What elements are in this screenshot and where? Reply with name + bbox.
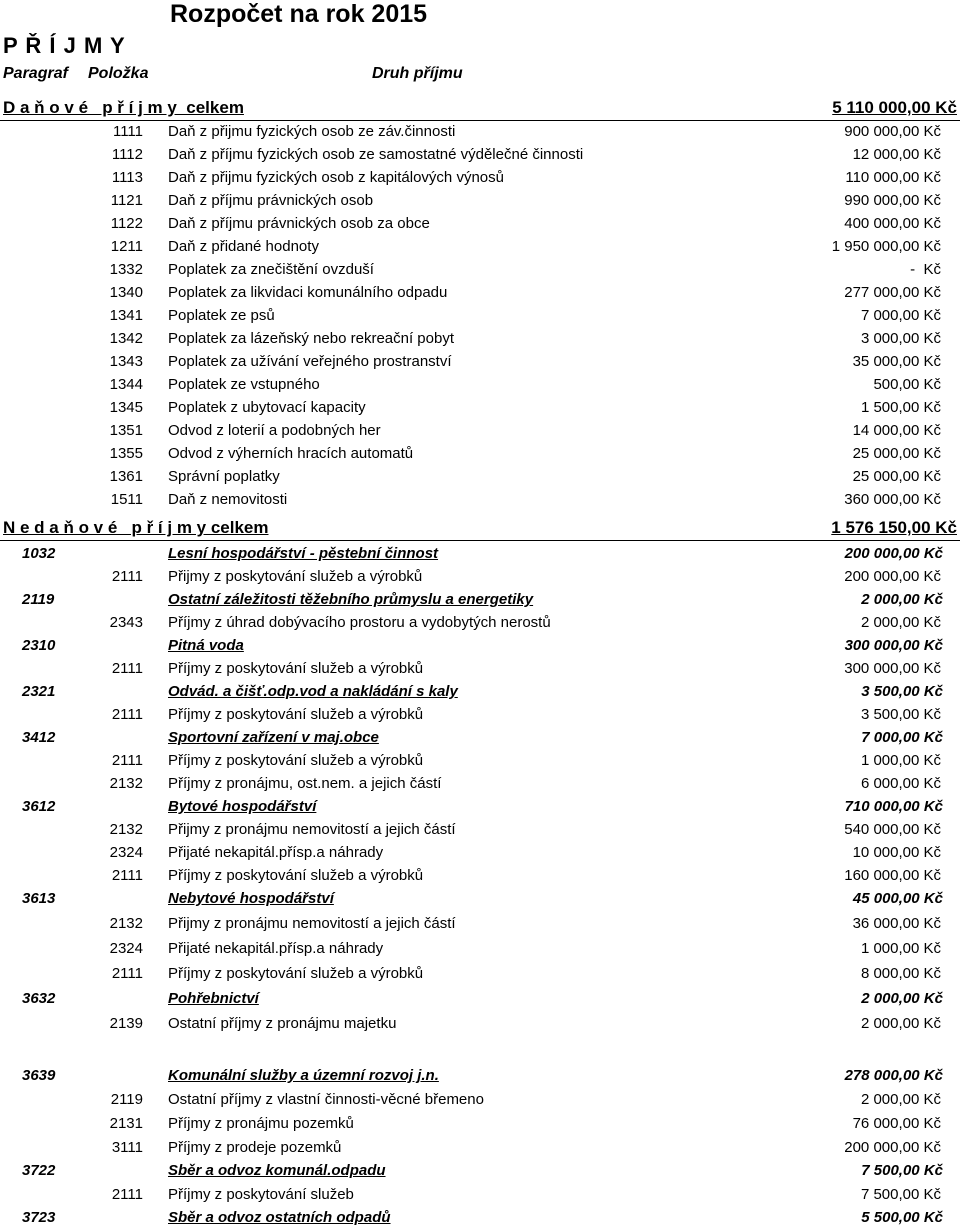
polozka-code: 1511 [110, 491, 143, 508]
polozka-code: 1361 [109, 468, 143, 485]
header-polozka: Položka [88, 65, 149, 82]
table-row [0, 488, 960, 511]
table-row [0, 841, 960, 864]
table-row [0, 235, 960, 258]
amount: 25 000,00 Kč [852, 445, 941, 462]
table-row [0, 212, 960, 235]
amount: 2 000,00 Kč [860, 1015, 941, 1032]
polozka-code: 1112 [111, 146, 143, 163]
paragraf-code: 3412 [22, 729, 56, 746]
paragraf-code: 1032 [22, 545, 56, 562]
polozka-code: 1122 [110, 215, 143, 232]
table-row [0, 143, 960, 166]
item-name: Přijmy z pronájmu nemovitostí a jejich částí [168, 821, 456, 838]
item-name: Přijaté nekapitál.přísp.a náhrady [168, 844, 384, 861]
header-druh-prijmu: Druh příjmu [372, 65, 463, 82]
polozka-code: 1344 [109, 376, 143, 393]
item-name: Poplatek za lázeňský nebo rekreační pobyt [168, 330, 455, 347]
polozka-code: 1341 [109, 307, 143, 324]
table-row [0, 350, 960, 373]
polozka-code: 3111 [111, 1139, 143, 1156]
amount: 278 000,00 Kč [844, 1067, 943, 1084]
table-row [0, 442, 960, 465]
table-row [0, 937, 960, 960]
polozka-code: 2132 [109, 821, 143, 838]
section-total-row [0, 516, 960, 541]
polozka-code: 2111 [111, 965, 143, 982]
paragraf-code: 3639 [22, 1067, 56, 1084]
item-name: Pitná voda [168, 637, 244, 654]
amount: 990 000,00 Kč [844, 192, 941, 209]
amount: 25 000,00 Kč [852, 468, 941, 485]
polozka-code: 1121 [110, 192, 143, 209]
polozka-code: 2139 [109, 1015, 143, 1032]
table-row [0, 373, 960, 396]
paragraf-code: 3613 [22, 890, 56, 907]
amount: 3 000,00 Kč [860, 330, 941, 347]
table-row [0, 611, 960, 634]
table-row [0, 281, 960, 304]
table-row [0, 565, 960, 588]
table-row [0, 1112, 960, 1135]
polozka-code: 2111 [111, 867, 143, 884]
amount: 400 000,00 Kč [844, 215, 941, 232]
amount: 1 000,00 Kč [860, 940, 941, 957]
amount: 5 500,00 Kč [861, 1209, 943, 1226]
item-name: Odvod z výherních hracích automatů [168, 445, 414, 462]
amount: 7 500,00 Kč [861, 1162, 943, 1179]
amount: 3 500,00 Kč [861, 683, 943, 700]
item-name: Poplatek za likvidaci komunálního odpadu [168, 284, 448, 301]
polozka-code: 2111 [111, 752, 143, 769]
table-row [0, 657, 960, 680]
item-name: Poplatek za užívání veřejného prostranství [168, 353, 452, 370]
amount: 500,00 Kč [873, 376, 941, 393]
amount: 12 000,00 Kč [852, 146, 941, 163]
table-row [0, 189, 960, 212]
item-name: Přijmy z pronájmu nemovitostí a jejich částí [168, 915, 456, 932]
polozka-code: 1111 [112, 123, 143, 140]
paragraf-group-row [0, 987, 960, 1010]
polozka-code: 2343 [109, 614, 143, 631]
section-label: N e d a ň o v é p ř í j m y celkem [3, 518, 269, 537]
table-row [0, 465, 960, 488]
amount: 160 000,00 Kč [844, 867, 941, 884]
item-name: Odvod z loterií a podobných her [168, 422, 381, 439]
polozka-code: 1343 [109, 353, 143, 370]
amount: 900 000,00 Kč [844, 123, 941, 140]
item-name: Poplatek ze psů [168, 307, 275, 324]
paragraf-code: 3612 [22, 798, 56, 815]
item-name: Příjmy z pronájmu, ost.nem. a jejich částí [168, 775, 442, 792]
table-row [0, 749, 960, 772]
item-name: Příjmy z poskytování služeb a výrobků [168, 867, 424, 884]
amount: 3 500,00 Kč [860, 706, 941, 723]
table-row [0, 912, 960, 935]
polozka-code: 2119 [110, 1091, 143, 1108]
table-row [0, 1183, 960, 1206]
polozka-code: 1332 [109, 261, 143, 278]
amount: 1 000,00 Kč [860, 752, 941, 769]
polozka-code: 1211 [110, 238, 143, 255]
table-row [0, 962, 960, 985]
paragraf-group-row [0, 887, 960, 910]
amount: 7 000,00 Kč [861, 729, 943, 746]
item-name: Příjmy z poskytování služeb a výrobků [168, 752, 424, 769]
amount: 277 000,00 Kč [844, 284, 941, 301]
item-name: Daň z příjmu právnických osob za obce [168, 215, 430, 232]
amount: 10 000,00 Kč [852, 844, 941, 861]
item-name: Ostatní záležitosti těžebního průmyslu a energetiky [168, 591, 534, 608]
polozka-code: 2132 [109, 775, 143, 792]
amount: 300 000,00 Kč [844, 660, 941, 677]
amount: 2 000,00 Kč [861, 990, 943, 1007]
polozka-code: 1342 [109, 330, 143, 347]
table-row [0, 120, 960, 143]
table-row [0, 304, 960, 327]
polozka-code: 1355 [109, 445, 143, 462]
item-name: Daň z přidané hodnoty [168, 238, 319, 255]
table-row [0, 1136, 960, 1159]
polozka-code: 2131 [109, 1115, 143, 1132]
section-title-prijmy: P Ř Í J M Y [3, 33, 126, 58]
paragraf-group-row [0, 542, 960, 565]
paragraf-group-row [0, 634, 960, 657]
item-name: Ostatní příjmy z vlastní činnosti-věcné břemeno [168, 1091, 484, 1108]
amount: 7 500,00 Kč [860, 1186, 941, 1203]
item-name: Příjmy z poskytování služeb a výrobků [168, 706, 424, 723]
amount: 14 000,00 Kč [852, 422, 941, 439]
table-row [0, 1088, 960, 1111]
paragraf-group-row [0, 1064, 960, 1087]
polozka-code: 1345 [109, 399, 143, 416]
table-row [0, 419, 960, 442]
polozka-code: 2132 [109, 915, 143, 932]
item-name: Přijmy z poskytování služeb a výrobků [168, 568, 423, 585]
amount: 1 500,00 Kč [860, 399, 941, 416]
amount: 200 000,00 Kč [844, 545, 943, 562]
item-name: Daň z přijmu fyzických osob z kapitálových výnosů [168, 169, 504, 186]
amount: 5 110 000,00 Kč [832, 98, 957, 117]
amount: 300 000,00 Kč [844, 637, 943, 654]
item-name: Poplatek ze vstupného [168, 376, 320, 393]
item-name: Příjmy z úhrad dobývacího prostoru a vydobytých nerostů [168, 614, 551, 631]
amount: 6 000,00 Kč [860, 775, 941, 792]
amount: 36 000,00 Kč [852, 915, 941, 932]
amount: 200 000,00 Kč [844, 1139, 941, 1156]
item-name: Poplatek z ubytovací kapacity [168, 399, 366, 416]
header-paragraf: Paragraf [3, 65, 68, 82]
table-row [0, 818, 960, 841]
polozka-code: 2111 [111, 1186, 143, 1203]
amount: 540 000,00 Kč [844, 821, 941, 838]
paragraf-group-row [0, 1206, 960, 1229]
amount: 1 950 000,00 Kč [831, 238, 941, 255]
item-name: Příjmy z poskytování služeb a výrobků [168, 660, 424, 677]
item-name: Bytové hospodářství [168, 798, 317, 815]
amount: 1 576 150,00 Kč [831, 518, 957, 537]
item-name: Daň z nemovitosti [168, 491, 288, 508]
item-name: Přijaté nekapitál.přísp.a náhrady [168, 940, 384, 957]
item-name: Ostatní příjmy z pronájmu majetku [168, 1015, 397, 1032]
item-name: Sběr a odvoz komunál.odpadu [168, 1162, 386, 1179]
item-name: Příjmy z poskytování služeb [168, 1186, 354, 1203]
item-name: Příjmy z prodeje pozemků [168, 1139, 342, 1156]
amount: 110 000,00 Kč [845, 169, 941, 186]
paragraf-group-row [0, 726, 960, 749]
amount: 45 000,00 Kč [852, 890, 943, 907]
section-total-row [0, 96, 960, 121]
table-row [0, 772, 960, 795]
item-name: Daň z přijmu fyzických osob ze záv.činnosti [168, 123, 456, 140]
item-name: Sběr a odvoz ostatních odpadů [168, 1209, 391, 1226]
polozka-code: 2324 [109, 844, 143, 861]
polozka-code: 1340 [109, 284, 143, 301]
table-row [0, 1012, 960, 1035]
item-name: Správní poplatky [168, 468, 280, 485]
paragraf-code: 2119 [22, 591, 55, 608]
amount: 76 000,00 Kč [852, 1115, 941, 1132]
amount: 8 000,00 Kč [860, 965, 941, 982]
item-name: Poplatek za znečištění ovzduší [168, 261, 374, 278]
table-row [0, 396, 960, 419]
table-row [0, 258, 960, 281]
table-row [0, 166, 960, 189]
page-title: Rozpočet na rok 2015 [170, 0, 428, 28]
paragraf-code: 3723 [22, 1209, 56, 1226]
section-label: D a ň o v é p ř í j m y celkem [3, 98, 244, 117]
amount: 360 000,00 Kč [844, 491, 941, 508]
item-name: Sportovní zařízení v maj.obce [168, 729, 379, 746]
item-name: Nebytové hospodářství [168, 890, 334, 907]
polozka-code: 2111 [111, 568, 143, 585]
paragraf-code: 2321 [22, 683, 56, 700]
paragraf-group-row [0, 795, 960, 818]
amount: 2 000,00 Kč [860, 1091, 941, 1108]
amount: - Kč [910, 261, 941, 278]
amount: 710 000,00 Kč [844, 798, 943, 815]
polozka-code: 1351 [109, 422, 143, 439]
amount: 2 000,00 Kč [860, 614, 941, 631]
amount: 7 000,00 Kč [860, 307, 941, 324]
paragraf-group-row [0, 1159, 960, 1182]
table-row [0, 864, 960, 887]
paragraf-group-row [0, 680, 960, 703]
polozka-code: 1113 [111, 169, 143, 186]
polozka-code: 2111 [111, 706, 143, 723]
item-name: Příjmy z poskytování služeb a výrobků [168, 965, 424, 982]
item-name: Pohřebnictví [168, 990, 259, 1007]
paragraf-code: 3632 [22, 990, 56, 1007]
polozka-code: 2324 [109, 940, 143, 957]
paragraf-code: 2310 [22, 637, 56, 654]
paragraf-code: 3722 [22, 1162, 56, 1179]
item-name: Daň z příjmu fyzických osob ze samostatné výdělečné činnosti [168, 146, 584, 163]
paragraf-group-row [0, 588, 960, 611]
polozka-code: 2111 [111, 660, 143, 677]
table-row [0, 327, 960, 350]
item-name: Odvád. a čišť.odp.vod a nakládání s kaly [168, 683, 458, 700]
item-name: Daň z příjmu právnických osob [168, 192, 374, 209]
amount: 35 000,00 Kč [852, 353, 941, 370]
item-name: Příjmy z pronájmu pozemků [168, 1115, 354, 1132]
table-row [0, 703, 960, 726]
amount: 200 000,00 Kč [844, 568, 941, 585]
amount: 2 000,00 Kč [861, 591, 943, 608]
item-name: Lesní hospodářství - pěstební činnost [168, 545, 439, 562]
item-name: Komunální služby a územní rozvoj j.n. [168, 1067, 439, 1084]
